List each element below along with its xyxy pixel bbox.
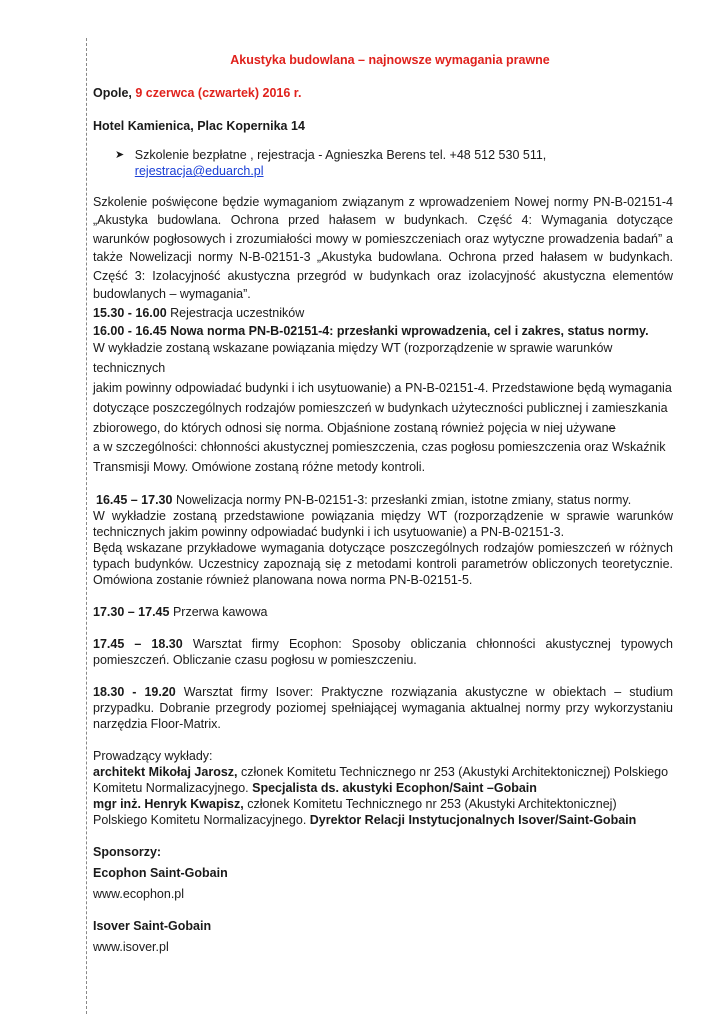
date-line <box>93 85 673 101</box>
session-6-time: 18.30 - 19.20 <box>93 685 176 700</box>
sponsor-2-name <box>93 916 673 937</box>
sponsors-label <box>93 842 673 863</box>
session-2-line-3: dotyczące poszczególnych rodzajów pomieszczeń w budynkach użyteczności publicznej i zamieszkania <box>93 400 668 415</box>
registration-text <box>135 147 673 179</box>
lecturer-1-name: architekt Mikołaj Jarosz, <box>93 765 238 780</box>
sponsors-section <box>93 842 673 958</box>
sponsors-label-text: Sponsorzy: <box>93 845 162 860</box>
session-1-time: 15.30 - 16.00 <box>93 306 167 321</box>
session-6-text: Warsztat firmy Isover: Praktyczne rozwiązania akustyczne w obiektach – studium przypadku. Dobranie przegrody poziomej spełniającej wymagania aktualnej normy przy wykorzystaniu narzędzia Floor-Matrix. <box>93 685 673 732</box>
document-title: Akustyka budowlana – najnowsze wymagania prawne <box>230 53 550 67</box>
registration-info: Szkolenie bezpłatne , rejestracja - Agnieszka Berens tel. +48 512 530 511, <box>134 148 547 162</box>
session-registration <box>93 305 673 321</box>
session-4-text: Przerwa kawowa <box>169 605 268 620</box>
session-3-title: Nowelizacja normy PN-B-02151-3: przesłanki zmian, istotne zmiany, status normy. <box>172 493 632 508</box>
session-2-line-4 <box>93 419 673 439</box>
sponsor-1-name <box>93 863 673 884</box>
session-break <box>93 604 673 620</box>
sponsor-2-url[interactable]: www.isover.pl <box>93 940 169 955</box>
intro-paragraph: Szkolenie poświęcone będzie wymaganiom związanym z wprowadzeniem Nowej normy PN-B-02151-4 „Akustyka budowlana. Ochrona przed hałasem w budynkach. Część 4: Wymagania dotyczące warunków pogłosowych i zrozumiałości mowy w pomieszczeniach oraz wytyczne prowadzenia badań” a także Nowelizacji normy N-B-02151-3 „Akustyka budowlana. Ochrona przed hałasem w budynkach. Część 3: Izolacyjność akustyczna przegród w budynkach oraz izolacyjność akustyczna elementów budowlanych – wymagania”. <box>93 195 673 302</box>
session-3-time: 16.45 – 17.30 <box>96 493 173 508</box>
lecturer-1 <box>93 764 673 796</box>
session-2-heading-text: 16.00 - 16.45 Nowa norma PN-B-02151-4: przesłanki wprowadzenia, cel i zakres, status normy. <box>93 324 649 339</box>
session-4-time: 17.30 – 17.45 <box>93 605 170 620</box>
session-ecophon <box>93 636 673 668</box>
session-5-time: 17.45 – 18.30 <box>93 637 183 652</box>
session-2-line-6: Transmisji Mowy. Omówione zostaną różne metody kontroli. <box>93 460 426 475</box>
registration-email-link[interactable]: rejestracja@eduarch.pl <box>134 164 264 178</box>
session-1-text: Rejestracja uczestników <box>166 306 305 321</box>
session-2-line-1: W wykładzie zostaną wskazane powiązania między WT (rozporządzenie w sprawie warunków technicznych <box>93 341 613 376</box>
session-2-line-4-text: zbiorowego, do których odnosi się norma. Objaśnione zostaną również pojęcia w niej używan <box>93 420 609 435</box>
session-3-heading <box>93 492 673 508</box>
session-isover <box>93 684 673 732</box>
session-5-text: Warsztat firmy Ecophon: Sposoby obliczania chłonności akustycznej typowych pomieszczeń. Obliczanie czasu pogłosu w pomieszczeniu. <box>93 637 673 668</box>
struck-letter: e <box>608 420 616 435</box>
venue-text: Hotel Kamienica, Plac Kopernika 14 <box>93 119 305 133</box>
session-2-line-2: jakim powinny odpowiadać budynki i ich usytuowanie) a PN-B-02151-4. Przedstawione będą wymagania <box>93 381 672 396</box>
margin-guide-line <box>86 38 87 1014</box>
lecturers-label: Prowadzący wykłady: <box>93 749 213 764</box>
session-2-heading <box>93 323 673 339</box>
document-page <box>93 52 673 958</box>
event-date: 9 czerwca (czwartek) 2016 r. <box>135 86 302 100</box>
sponsor-2-name-text: Isover Saint-Gobain <box>93 919 212 934</box>
lecturer-1-desc: członek Komitetu Technicznego nr 253 (Akustyki Architektonicznej) Polskiego Komitetu Normalizacyjnego. <box>93 765 669 796</box>
lecturer-2-desc: członek Komitetu Technicznego nr 253 (Akustyki Architektonicznej) Polskiego Komitetu Normalizacyjnego. <box>93 797 617 828</box>
sponsor-1-url[interactable]: www.ecophon.pl <box>93 887 185 902</box>
city: Opole, <box>93 86 136 100</box>
lecturer-2 <box>93 796 673 828</box>
sponsor-1-name-text: Ecophon Saint-Gobain <box>93 866 228 881</box>
lecturer-1-role: Specjalista ds. akustyki Ecophon/Saint –Gobain <box>252 781 537 796</box>
arrow-bullet-icon: ➤ <box>115 149 125 161</box>
session-3-body-2: Będą wskazane przykładowe wymagania dotyczące poszczególnych rodzajów pomieszczeń w różnych typach budynków. Uczestnicy zapoznają się z metodami kontroli parametrów obliczonych teoretycznie. Omówiona zostanie również planowana nowa norma PN-B-02151-5. <box>93 541 673 588</box>
venue <box>93 118 673 134</box>
lecturer-2-role: Dyrektor Relacji Instytucjonalnych Isover/Saint-Gobain <box>309 813 637 828</box>
session-3-body-1: W wykładzie zostaną przedstawione powiązania między WT (rozporządzenie w sprawie warunków technicznych jakim powinny odpowiadać budynki i ich usytuowanie) a PN-B-02151-3. <box>93 509 673 540</box>
registration-bullet <box>115 147 673 179</box>
session-2-line-5: a w szczególności: chłonności akustycznej pomieszczenia, czas pogłosu pomieszczenia oraz Wskaźnik <box>93 440 666 455</box>
lecturer-2-name: mgr inż. Henryk Kwapisz, <box>93 797 244 812</box>
session-2-body <box>93 339 673 478</box>
